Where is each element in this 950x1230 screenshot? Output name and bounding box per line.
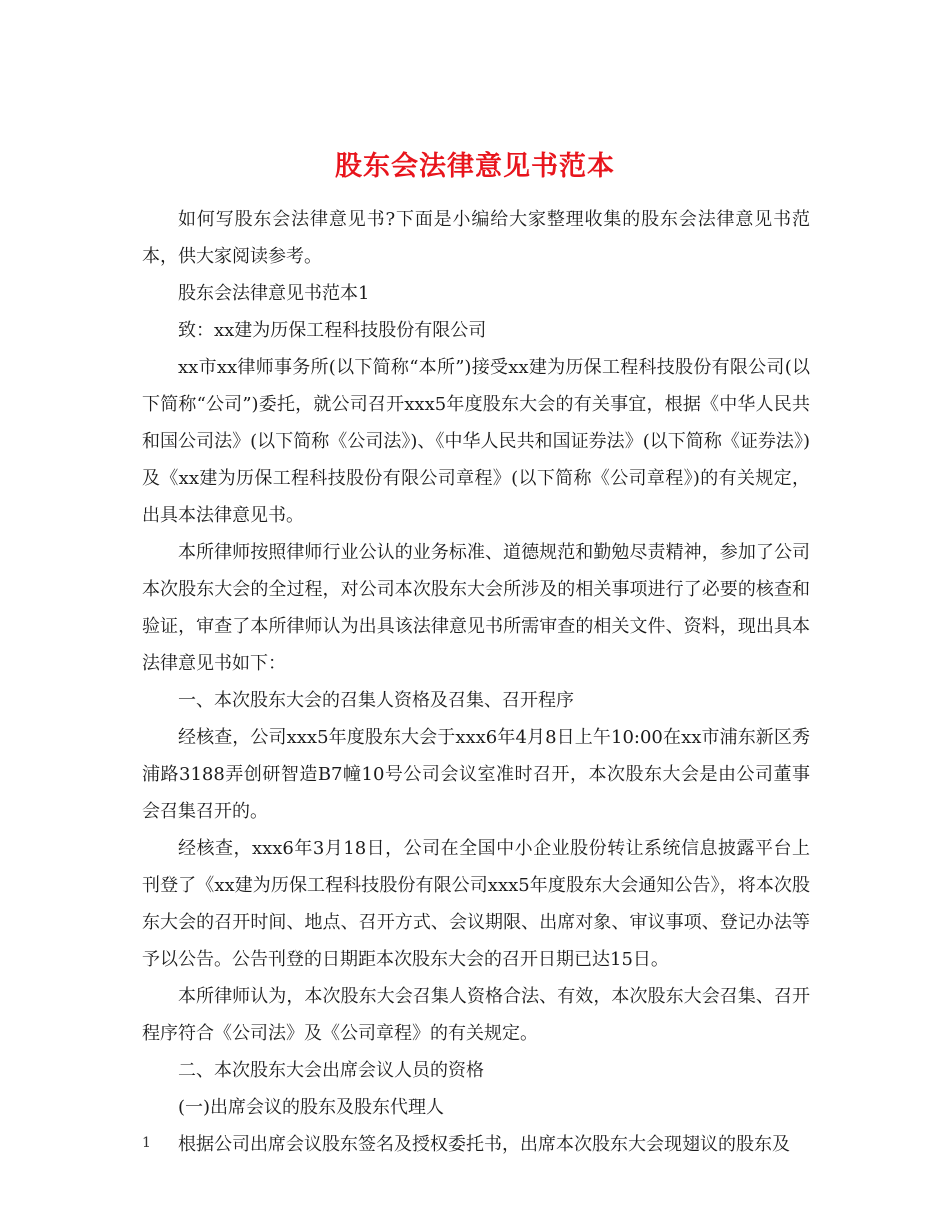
intro-paragraph: 如何写股东会法律意见书?下面是小编给大家整理收集的股东会法律意见书范本，供大家阅读参考。	[142, 209, 810, 267]
body-paragraph: 根据公司出席会议股东签名及授权委托书，出席本次股东大会现翅议的股东及	[178, 1134, 790, 1155]
body-paragraph: 经核查，xxx6年3月18日，公司在全国中小企业股份转让系统信息披露平台上刊登了《xx建为历保工程科技股份有限公司xxx5年度股东大会通知公告》，将本次股东大会的召开时间、地点、召开方式、会议期限、出席对象、审议事项、登记办法等予以公告。公告刊登的日期距本次股东大会的召开日期已达15日。	[142, 838, 810, 970]
subsection-heading: (一)出席会议的股东及股东代理人	[178, 1097, 445, 1118]
page-number: 1	[142, 1135, 151, 1151]
body-paragraph: 本所律师按照律师行业公认的业务标准、道德规范和勤勉尽责精神，参加了公司本次股东大会的全过程，对公司本次股东大会所涉及的相关事项进行了必要的核查和验证，审查了本所律师认为出具该法律意见书所需审查的相关文件、资料，现出具本法律意见书如下：	[142, 542, 810, 674]
body-paragraph: 经核查，公司xxx5年度股东大会于xxx6年4月8日上午10:00在xx市浦东新区秀浦路3188弄创研智造B7幢10号公司会议室准时召开，本次股东大会是由公司董事会召集召开的。	[142, 727, 810, 822]
document-body	[142, 201, 810, 1163]
section-heading: 一、本次股东大会的召集人资格及召集、召开程序	[178, 690, 574, 711]
addressee-line: 致：xx建为历保工程科技股份有限公司	[178, 320, 487, 341]
section-heading: 二、本次股东大会出席会议人员的资格	[178, 1060, 484, 1081]
body-paragraph: xx市xx律师事务所(以下简称“本所”)接受xx建为历保工程科技股份有限公司(以下简称“公司”)委托，就公司召开xxx5年度股东大会的有关事宜，根据《中华人民共和国公司法》(以下简称《公司法》)、《中华人民共和国证券法》(以下简称《证券法》)及《xx建为历保工程科技股份有限公司章程》(以下简称《公司章程》)的有关规定，出具本法律意见书。	[142, 357, 810, 526]
document-title: 股东会法律意见书范本	[335, 151, 615, 183]
sample-heading: 股东会法律意见书范本1	[178, 283, 370, 304]
body-paragraph: 本所律师认为，本次股东大会召集人资格合法、有效，本次股东大会召集、召开程序符合《公司法》及《公司章程》的有关规定。	[142, 986, 810, 1044]
